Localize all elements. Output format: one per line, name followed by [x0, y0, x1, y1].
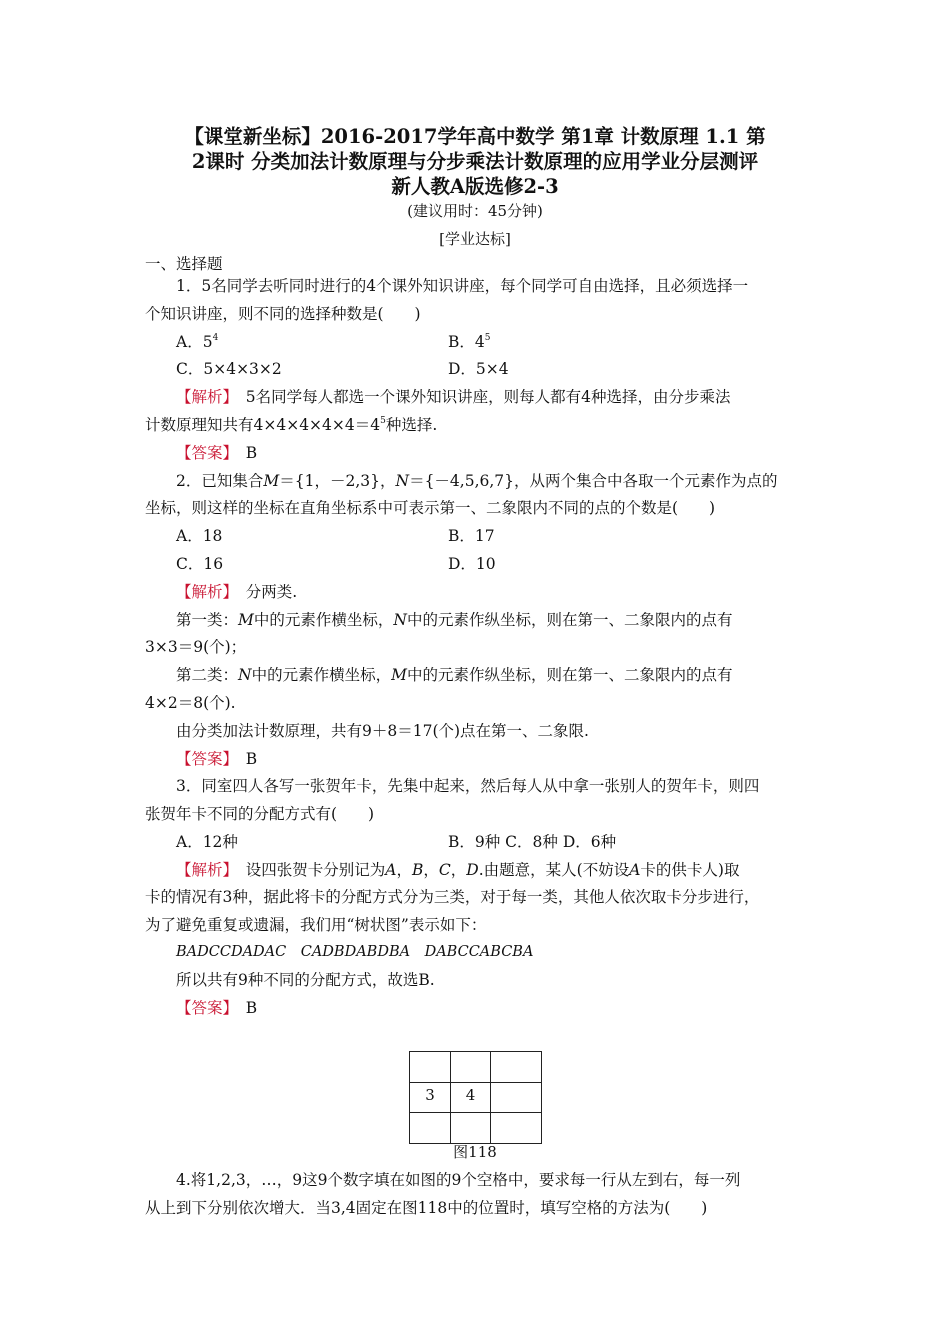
title-line-2: 2课时 分类加法计数原理与分步乘法计数原理的应用学业分层测评 [191, 150, 759, 173]
q2-c2-mid: 中的元素作横坐标， [251, 666, 392, 684]
q4-stem-line-2: 从上到下分别依次增大．当3,4固定在图118中的位置时，填写空格的方法为( ) [145, 1199, 708, 1217]
q1-option-a-exponent: 4 [212, 333, 219, 343]
q3-analysis-line-2: 卡的情况有3种，据此将卡的分配方式分为三类，对于每一类，其他人依次取卡分步进行， [145, 888, 760, 906]
q2-c1-mid: 中的元素作横坐标， [253, 611, 394, 629]
q3-card-a: A [385, 861, 397, 879]
q3-tree-diagram-text: BADCCDADAC CADBDABDBA DABCCABCBA [176, 944, 534, 960]
q2-stem-line-1 [176, 470, 778, 492]
q3-answer-value: B [230, 999, 258, 1017]
part-heading: 一、选择题 [145, 255, 223, 273]
q3-stem-line-2: 张贺年卡不同的分配方式有( ) [145, 805, 375, 823]
grid-cell-four: 4 [451, 1083, 491, 1113]
q2-conclusion: 由分类加法计数原理，共有9＋8＝17(个)点在第一、二象限. [176, 722, 589, 740]
q2-option-d: D．10 [448, 555, 496, 573]
q1-analysis-exponent: 5 [380, 416, 386, 426]
q2-stem-line-2: 坐标，则这样的坐标在直角坐标系中可表示第一、二象限内不同的点的个数是( ) [145, 499, 716, 517]
q2-case-1-line-2: 3×3＝9(个)； [145, 638, 247, 656]
grid-cell [491, 1113, 542, 1144]
grid-cell [410, 1113, 451, 1144]
q3-options-bcd: B．9种 C．8种 D．6种 [448, 833, 617, 851]
q2-c2-n: N [238, 666, 252, 684]
document-title [130, 124, 820, 199]
q2-set-n: N [395, 472, 410, 490]
q1-analysis-line-2 [145, 414, 437, 436]
q3-option-a: A．12种 [176, 833, 238, 851]
q2-answer [176, 748, 257, 770]
q2-c1-post: 中的元素作纵坐标，则在第一、二象限内的点有 [406, 611, 733, 629]
q1-option-d: D．5×4 [448, 360, 509, 378]
q3-card-b: B [412, 861, 424, 879]
grid-cell [491, 1083, 542, 1113]
q2-c2-m: M [391, 666, 407, 684]
q2-stem-pre: 2．已知集合 [176, 472, 264, 490]
q3-an-pre: 设四张贺卡分别记为 [230, 861, 386, 879]
answer-label: 【答案】 [176, 444, 231, 462]
q2-option-b: B．17 [448, 527, 495, 545]
q2-analysis-text: 分两类. [230, 583, 298, 601]
q3-analysis-line-1: 【解析】 设四张贺卡分别记为A，B，C，D.由题意，某人(不妨设A卡的供卡人)取 [176, 861, 740, 879]
q1-option-b [448, 331, 491, 353]
q1-analysis-line-1 [176, 386, 731, 408]
q4-stem-line-1: 4.将1,2,3，…，9这9个数字填在如图的9个空格中，要求每一行从左到右，每一列 [176, 1171, 741, 1189]
grid-cell [451, 1113, 491, 1144]
q3-card-d: D [466, 861, 479, 879]
q3-card-c: C [438, 861, 451, 879]
q2-case-2-line-2: 4×2＝8(个). [145, 694, 236, 712]
q2-c1-m: M [238, 611, 254, 629]
q1-answer [176, 442, 257, 464]
q1-option-a [176, 331, 218, 353]
q2-case-1-line-1 [176, 609, 732, 631]
q2-option-a: A．18 [176, 527, 223, 545]
q3-answer [176, 997, 257, 1019]
q2-set-m: M [263, 472, 280, 490]
analysis-label: 【解析】 [176, 861, 231, 879]
analysis-label: 【解析】 [176, 583, 231, 601]
q1-analysis-text: 5名同学每人都选一个课外知识讲座，则每人都有4种选择，由分步乘法 [230, 388, 731, 406]
q2-stem-post: ＝{－4,5,6,7}，从两个集合中各取一个元素作为点的 [409, 472, 778, 490]
grid-cell-three: 3 [410, 1083, 451, 1113]
q1-analysis-post: 种选择. [385, 416, 438, 434]
q2-option-c: C．16 [176, 555, 224, 573]
grid-cell [451, 1052, 491, 1083]
title-line-3: 新人教A版选修2-3 [391, 175, 559, 198]
q1-analysis-pre: 计数原理知共有4×4×4×4×4＝4 [145, 416, 381, 434]
answer-label: 【答案】 [176, 750, 231, 768]
figure-caption: 图118 [453, 1143, 497, 1161]
q2-case-2-line-1 [176, 664, 732, 686]
suggested-time: (建议用时：45分钟) [407, 202, 543, 220]
q3-conclusion: 所以共有9种不同的分配方式，故选B. [176, 971, 435, 989]
q1-stem-line-2: 个知识讲座，则不同的选择种数是( ) [145, 305, 421, 323]
q1-stem-line-1: 1．5名同学去听同时进行的4个课外知识讲座，每个同学可自由选择，且必须选择一 [176, 277, 749, 295]
grid-cell [410, 1052, 451, 1083]
q1-option-c: C．5×4×3×2 [176, 360, 282, 378]
q1-option-b-exponent: 5 [484, 333, 491, 343]
q2-c1-n: N [393, 611, 407, 629]
q3-card-a-2: A [629, 861, 641, 879]
figure-118-grid [409, 1051, 542, 1144]
q3-an-mid: .由题意，某人(不妨设 [478, 861, 630, 879]
q3-an-post: 卡的供卡人)取 [640, 861, 740, 879]
section-heading: [学业达标] [439, 230, 511, 248]
analysis-label: 【解析】 [176, 388, 231, 406]
q2-analysis [176, 581, 297, 603]
q2-answer-value: B [230, 750, 258, 768]
title-line-1: 【课堂新坐标】2016-2017学年高中数学 第1章 计数原理 1.1 第 [184, 125, 766, 148]
q3-stem-line-1: 3．同室四人各写一张贺年卡，先集中起来，然后每人从中拿一张别人的贺年卡，则四 [176, 777, 760, 795]
q2-c2-post: 中的元素作纵坐标，则在第一、二象限内的点有 [406, 666, 733, 684]
q1-answer-value: B [230, 444, 258, 462]
q2-stem-mid: ＝{1，－2,3}， [279, 472, 396, 490]
q1-option-a-base: A．5 [176, 333, 213, 351]
q2-c2-pre: 第二类： [176, 666, 239, 684]
q3-analysis-line-3: 为了避免重复或遗漏，我们用“树状图”表示如下： [145, 916, 487, 934]
answer-label: 【答案】 [176, 999, 231, 1017]
q2-c1-pre: 第一类： [176, 611, 239, 629]
grid-cell [491, 1052, 542, 1083]
q1-option-b-base: B．4 [448, 333, 485, 351]
